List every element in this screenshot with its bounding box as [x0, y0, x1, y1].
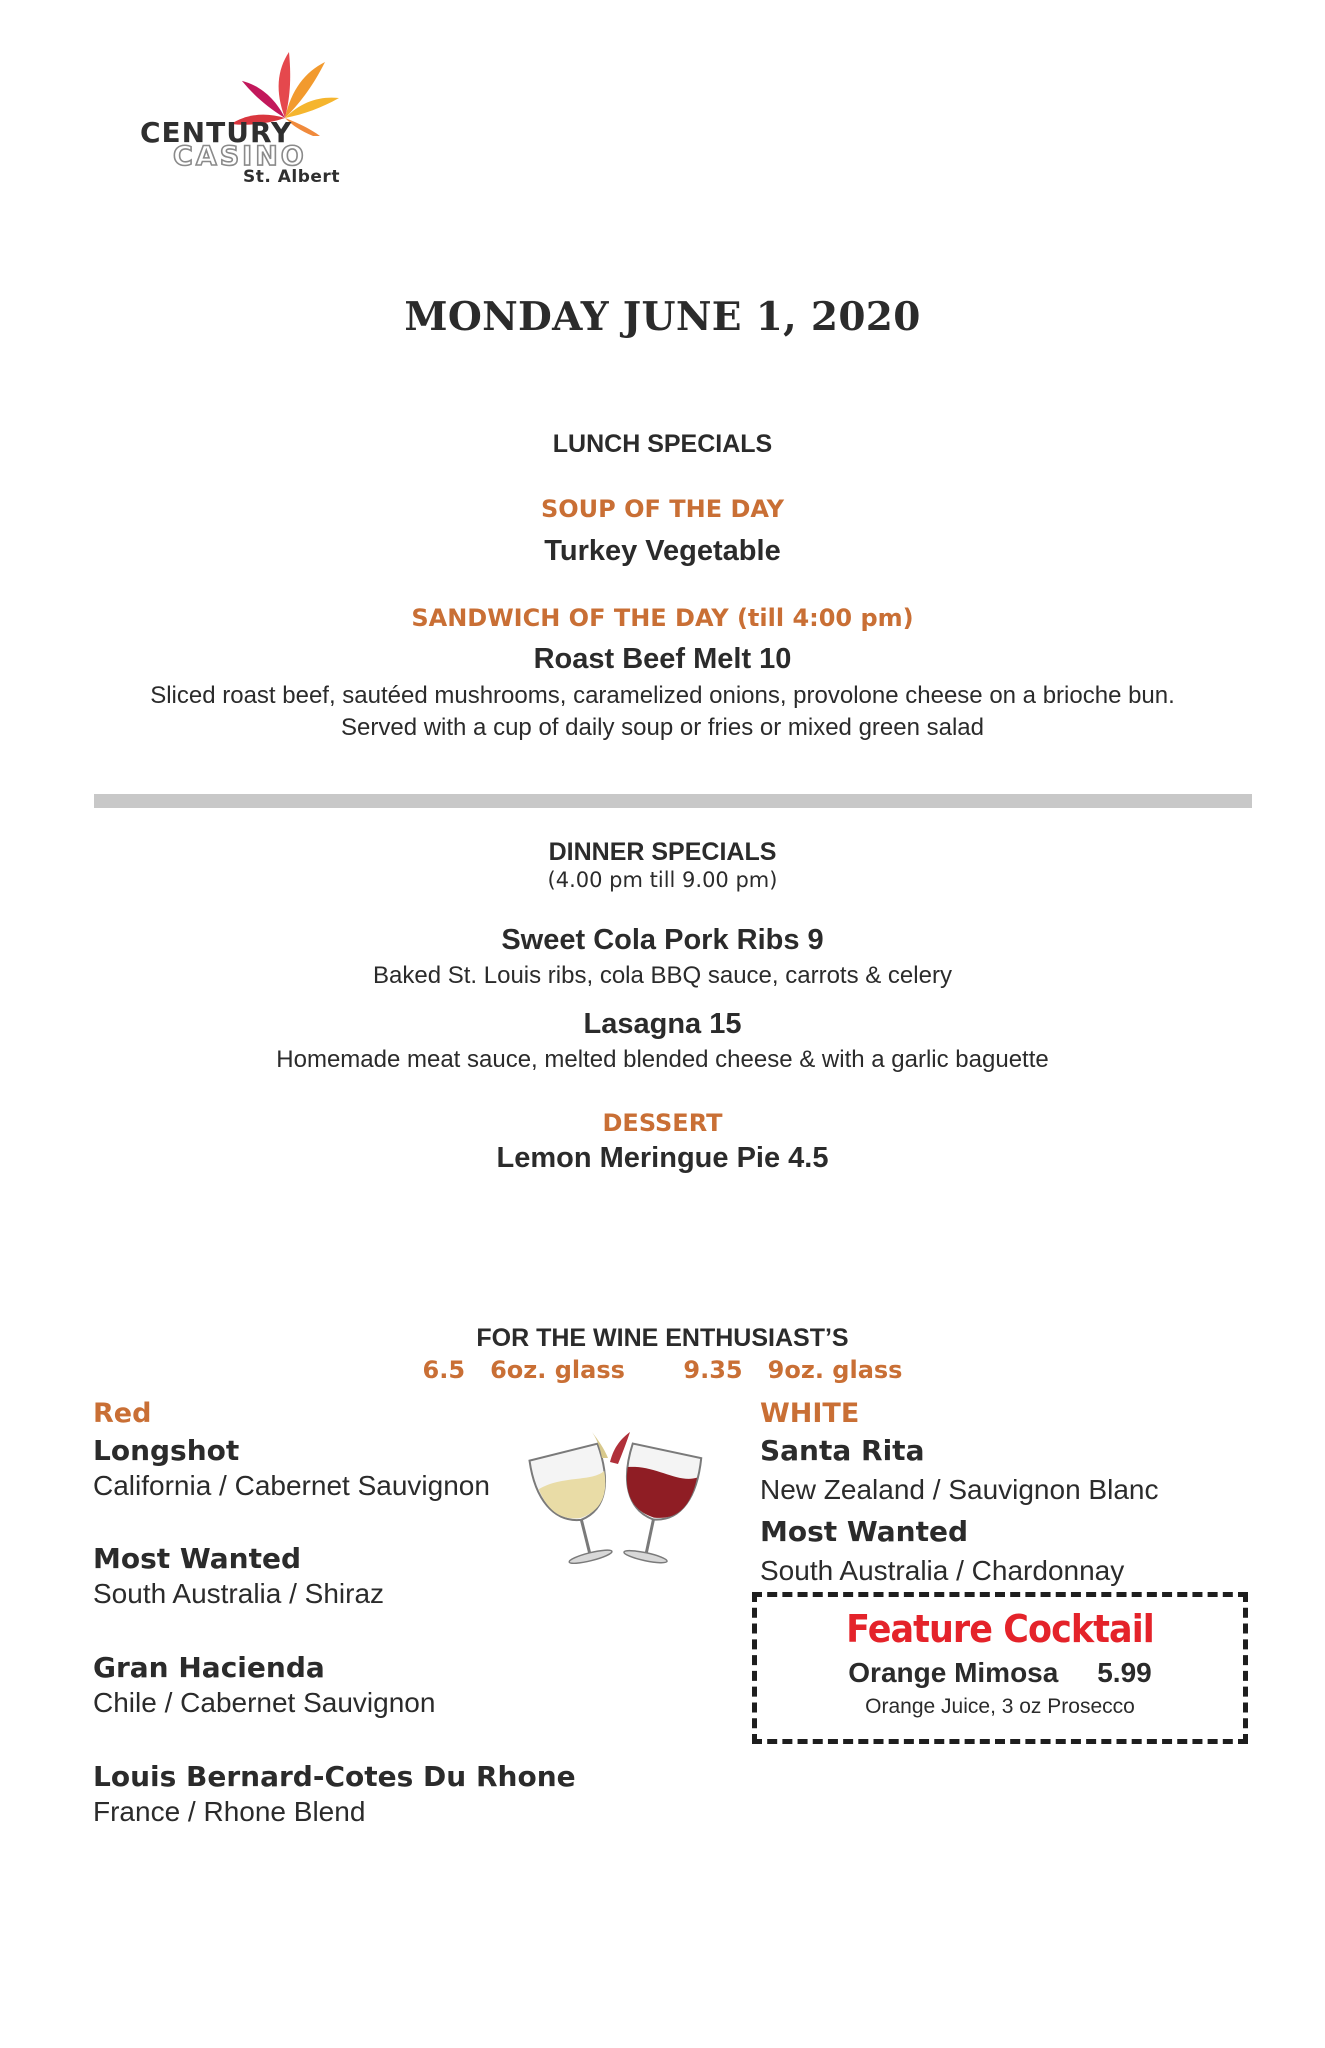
page-title: MONDAY JUNE 1, 2020 — [404, 294, 921, 340]
lunch-specials-heading: LUNCH SPECIALS — [552, 430, 773, 458]
feature-cocktail-title: Feature Cocktail — [846, 1607, 1154, 1651]
dinner-item-name: Sweet Cola Pork Ribs 9 — [501, 924, 824, 956]
wine-origin: France / Rhone Blend — [93, 1796, 366, 1827]
logo-sub-text: CASINO — [173, 141, 307, 172]
logo-brand-text: CENTURY — [140, 116, 293, 149]
soup-name: Turkey Vegetable — [544, 535, 781, 567]
wine-name: Louis Bernard-Cotes Du Rhone — [93, 1760, 576, 1793]
dinner-item-description: Homemade meat sauce, melted blended cheese & with a garlic baguette — [276, 1046, 1049, 1073]
dinner-specials-heading: DINNER SPECIALS — [548, 838, 777, 866]
wine-name: Most Wanted — [93, 1542, 302, 1575]
dinner-item-description: Baked St. Louis ribs, cola BBQ sauce, carrots & celery — [373, 962, 952, 989]
cocktail-name: Orange Mimosa 5.99 — [848, 1657, 1152, 1688]
wine-pricing: 6.5 6oz. glass 9.35 9oz. glass — [422, 1356, 903, 1384]
cocktail-description: Orange Juice, 3 oz Prosecco — [865, 1695, 1135, 1718]
wine-name: Santa Rita — [760, 1434, 925, 1467]
wine-name: Gran Hacienda — [93, 1651, 325, 1684]
wine-origin: Chile / Cabernet Sauvignon — [93, 1687, 436, 1718]
sandwich-label: SANDWICH OF THE DAY (till 4:00 pm) — [411, 604, 914, 632]
wine-name: Most Wanted — [760, 1515, 969, 1548]
dessert-label: DESSERT — [602, 1109, 723, 1137]
logo-location-text: St. Albert — [243, 167, 340, 187]
century-casino-logo — [135, 36, 370, 196]
wine-origin: South Australia / Shiraz — [93, 1578, 385, 1609]
dessert-name: Lemon Meringue Pie 4.5 — [496, 1142, 829, 1174]
red-wine-heading: Red — [93, 1398, 152, 1429]
sandwich-description-line-1: Sliced roast beef, sautéed mushrooms, caramelized onions, provolone cheese on a brioche bun. — [150, 682, 1175, 709]
wine-origin: South Australia / Chardonnay — [760, 1555, 1125, 1586]
soup-label: SOUP OF THE DAY — [540, 495, 785, 523]
wine-origin: California / Cabernet Sauvignon — [93, 1470, 490, 1501]
section-divider — [94, 794, 1252, 808]
wine-heading: FOR THE WINE ENTHUSIAST’S — [476, 1324, 849, 1352]
sandwich-name: Roast Beef Melt 10 — [533, 643, 792, 675]
sandwich-description-line-2: Served with a cup of daily soup or fries or mixed green salad — [341, 714, 984, 741]
wine-name: Longshot — [93, 1434, 240, 1467]
white-wine-heading: WHITE — [760, 1398, 860, 1429]
feature-cocktail-box — [752, 1592, 1248, 1744]
wine-glasses-icon — [518, 1428, 718, 1568]
dinner-item-name: Lasagna 15 — [583, 1008, 742, 1040]
dinner-hours: (4.00 pm till 9.00 pm) — [547, 868, 778, 892]
wine-origin: New Zealand / Sauvignon Blanc — [760, 1474, 1159, 1505]
